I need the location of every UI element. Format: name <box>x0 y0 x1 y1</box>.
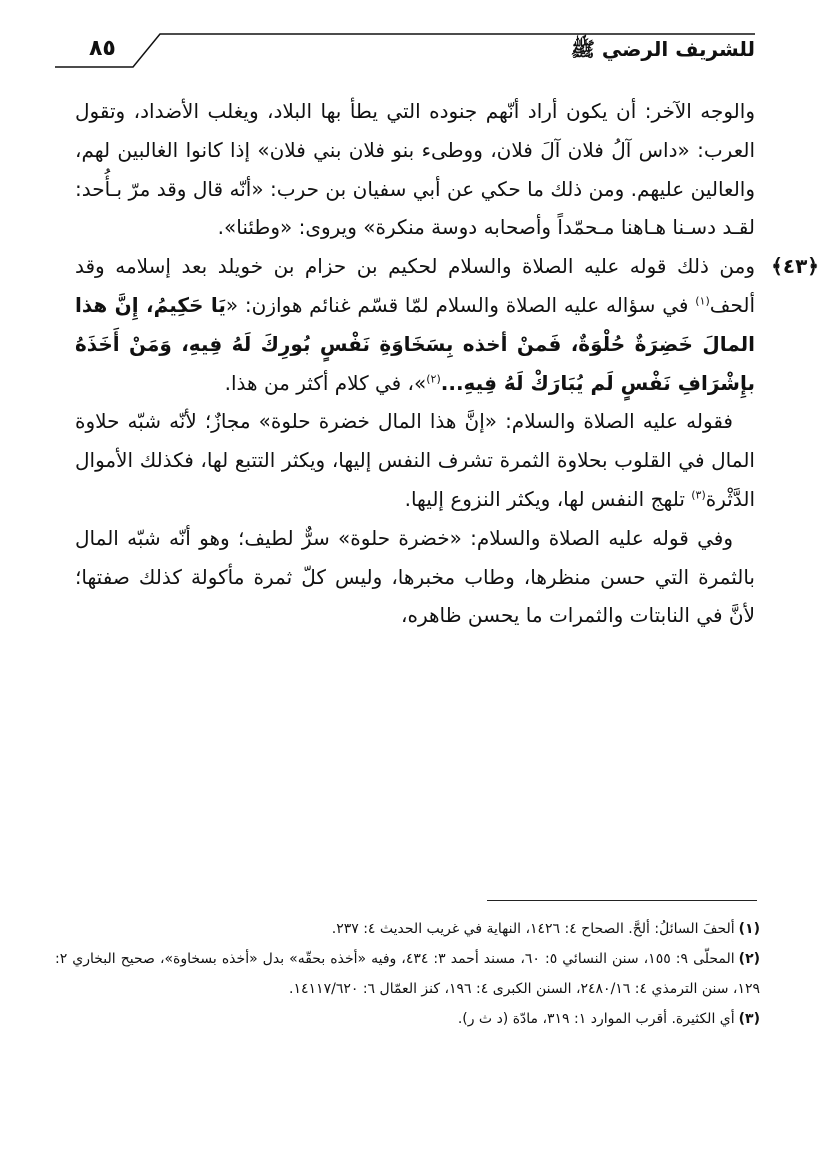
running-head: للشريف الرضي ﷺ <box>570 37 755 61</box>
hadith-quote: يَا حَكِيمُ، إِنَّ هذا المالَ خَضِرَةٌ حُلْوَةٌ، فَمنْ أخذه بِسَخَاوَةِ نَفْسٍ بُورِكَ لَهُ فِيهِ، وَمَنْ أَخَذَهُ بإِشْرَافِ نَفْسٍ لَم يُبَارَكْ لَهُ فِيهِ... <box>75 292 755 395</box>
footnote-3 <box>55 1004 760 1034</box>
paragraph-4: وفي قوله عليه الصلاة والسلام: «خضرة حلوة» سرٌّ لطيف؛ وهو أنّه شبّه المال بالثمرة التي حسن منظرها، وطاب مخبرها، وليس كلّ ثمرة مأكولة كذلك صفتها؛ لأنَّ في النابتات والثمرات ما يحسن ظاهره، <box>75 525 755 628</box>
paragraph-1: والوجه الآخر: أن يكون أراد أنّهم جنوده التي يطأ بها البلاد، ويغلب الأضداد، وتقول العرب: «داس آلُ فلان آلَ فلان، ووطىء بنو فلان بني فلان» إذا كانوا الغالبين لهم، والعالين عليهم. ومن ذلك ما حكي عن أبي سفيان بن حرب: «أنّه قال وقد مرّ بـأُحد: لقـد دسـنا هـاهنا مـحمّداً وأصحابه دوسة منكرة» ويروى: «وطئنا». <box>75 99 755 240</box>
page-number: ٨٥ <box>89 36 116 61</box>
footnote-text: المحلّى ٩: ١٥٥، سنن النسائي ٥: ٦٠، مسند أحمد ٣: ٤٣٤، وفيه «أخذه بحقّه» بدل «أخذه بسخاوة»، صحيح البخاري ٢: ١٢٩، سنن الترمذي ٤: ٢٤٨٠/١٦، السنن الكبرى ٤: ١٩٦، كنز العمّال ٦: ١٤١١٧/٦٢٠. <box>55 951 760 997</box>
footnote-divider <box>487 900 757 901</box>
page-header <box>55 34 755 74</box>
section-43 <box>75 247 819 402</box>
paragraph-3 <box>75 402 755 518</box>
paragraph-2-mid: في سؤاله عليه الصلاة والسلام لمّا قسّم غنائم هوازن: « <box>225 292 696 317</box>
footnote-1 <box>55 914 760 944</box>
footnote-number: (١) <box>738 921 760 937</box>
footnote-ref-1[interactable]: (١) <box>695 294 710 308</box>
paragraph-3-a: فقوله عليه الصلاة والسلام: «إنَّ هذا المال خضرة حلوة» مجازٌ؛ لأنّه شبّه حلاوة المال في القلوب بحلاوة الثمرة تشرف النفس إليها، ويكثر التتبع لها، فكذلك الأموال الدَّثْرة <box>75 409 755 511</box>
footnote-text: ألحفَ السائلُ: ألحَّ. الصحاح ٤: ١٤٢٦، النهاية في غريب الحديث ٤: ٢٣٧. <box>331 921 735 937</box>
footnote-text: أي الكثيرة. أقرب الموارد ١: ٣١٩، مادّة (د ث ر). <box>457 1011 735 1027</box>
paragraph-2 <box>75 247 755 402</box>
paragraph-2-end: »، في كلام أكثر من هذا. <box>224 370 427 395</box>
footnotes <box>55 914 760 1034</box>
main-text <box>75 92 819 635</box>
footnote-ref-2[interactable]: (٢) <box>426 371 441 385</box>
footnote-number: (٢) <box>738 951 761 967</box>
footnote-2 <box>55 944 760 1004</box>
footnote-ref-3[interactable]: (٣) <box>691 488 706 502</box>
paragraph-3-b: تلهج النفس لها، ويكثر النزوع إليها. <box>404 486 692 511</box>
section-number: ﴿٤٣﴾ <box>771 254 819 279</box>
footnote-number: (٣) <box>738 1011 760 1027</box>
paragraph-2-intro: ومن ذلك قوله عليه الصلاة والسلام لحكيم بن حزام بن خويلد بعد إسلامه وقد ألحف <box>75 254 755 317</box>
